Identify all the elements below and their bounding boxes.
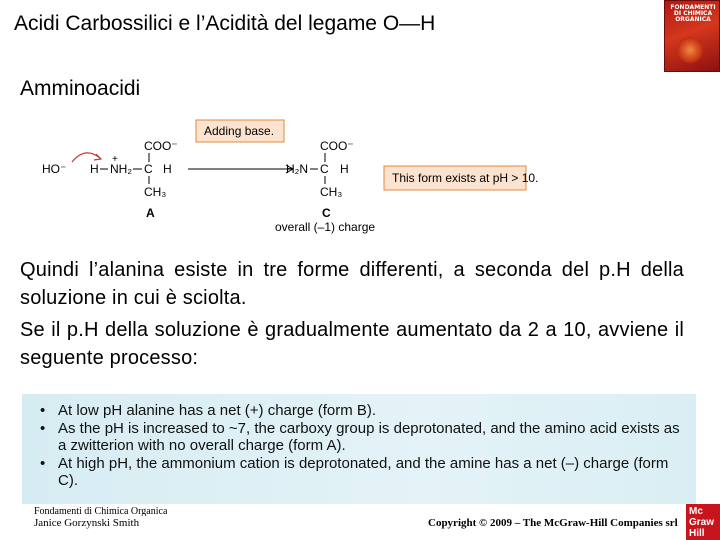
- book-cover-image: [664, 0, 720, 72]
- adding-base-label: Adding base.: [204, 124, 275, 138]
- slide-subtitle: Amminoacidi: [20, 77, 141, 100]
- footer-book-title: Fondamenti di Chimica Organica: [34, 507, 168, 516]
- right-h2n: H₂N: [286, 162, 308, 176]
- left-carboxylate: COO⁻: [144, 139, 178, 153]
- left-plus-sign: +: [112, 154, 118, 165]
- ph-note-label: This form exists at pH > 10.: [392, 171, 539, 185]
- paragraph-forms: Quindi l’alanina esiste in tre forme differenti, a seconda del p.H della soluzione in cui è sciolta.: [20, 259, 684, 309]
- note-item: • As the pH is increased to ~7, the carboxy group is deprotonated, and the amino acid exists as a zwitterion with no overall charge (form A).: [58, 420, 680, 455]
- right-charge-label: overall (–1) charge: [275, 220, 376, 234]
- book-cover-title: FONDAMENTI DI CHIMICA ORGANICA: [670, 4, 716, 23]
- right-carboxylate: COO⁻: [320, 139, 354, 153]
- cover-flower-graphic: [675, 35, 705, 65]
- left-carbon: C: [144, 162, 153, 176]
- reaction-diagram: [30, 118, 550, 238]
- right-carbon: C: [320, 162, 329, 176]
- right-methyl: CH₃: [320, 185, 343, 199]
- notes-list: [22, 394, 696, 490]
- note-item: • At low pH alanine has a net (+) charge (form B).: [58, 402, 680, 420]
- right-form-label: C: [322, 206, 331, 220]
- footer-author: Janice Gorzynski Smith: [34, 517, 140, 529]
- footer-credits: [34, 507, 168, 530]
- mcgraw-hill-logo: Mc Graw Hill: [686, 504, 720, 540]
- footer-copyright: Copyright © 2009 – The McGraw-Hill Companies srl: [428, 517, 678, 529]
- paragraph-process: Se il p.H della soluzione è gradualmente aumentato da 2 a 10, avviene il seguente processo:: [20, 319, 684, 369]
- hydroxide-label: HO⁻: [42, 162, 67, 176]
- left-right-h: H: [163, 162, 172, 176]
- right-h: H: [340, 162, 349, 176]
- slide-title: Acidi Carbossilici e l’Acidità del legame O—H: [14, 12, 436, 35]
- left-h: H: [90, 162, 99, 176]
- notes-box: [22, 394, 696, 504]
- left-nh2: NH₂: [110, 162, 132, 176]
- note-item: • At high pH, the ammonium cation is deprotonated, and the amine has a net (–) charge (form C).: [58, 455, 680, 490]
- left-methyl: CH₃: [144, 185, 167, 199]
- left-form-label: A: [146, 206, 155, 220]
